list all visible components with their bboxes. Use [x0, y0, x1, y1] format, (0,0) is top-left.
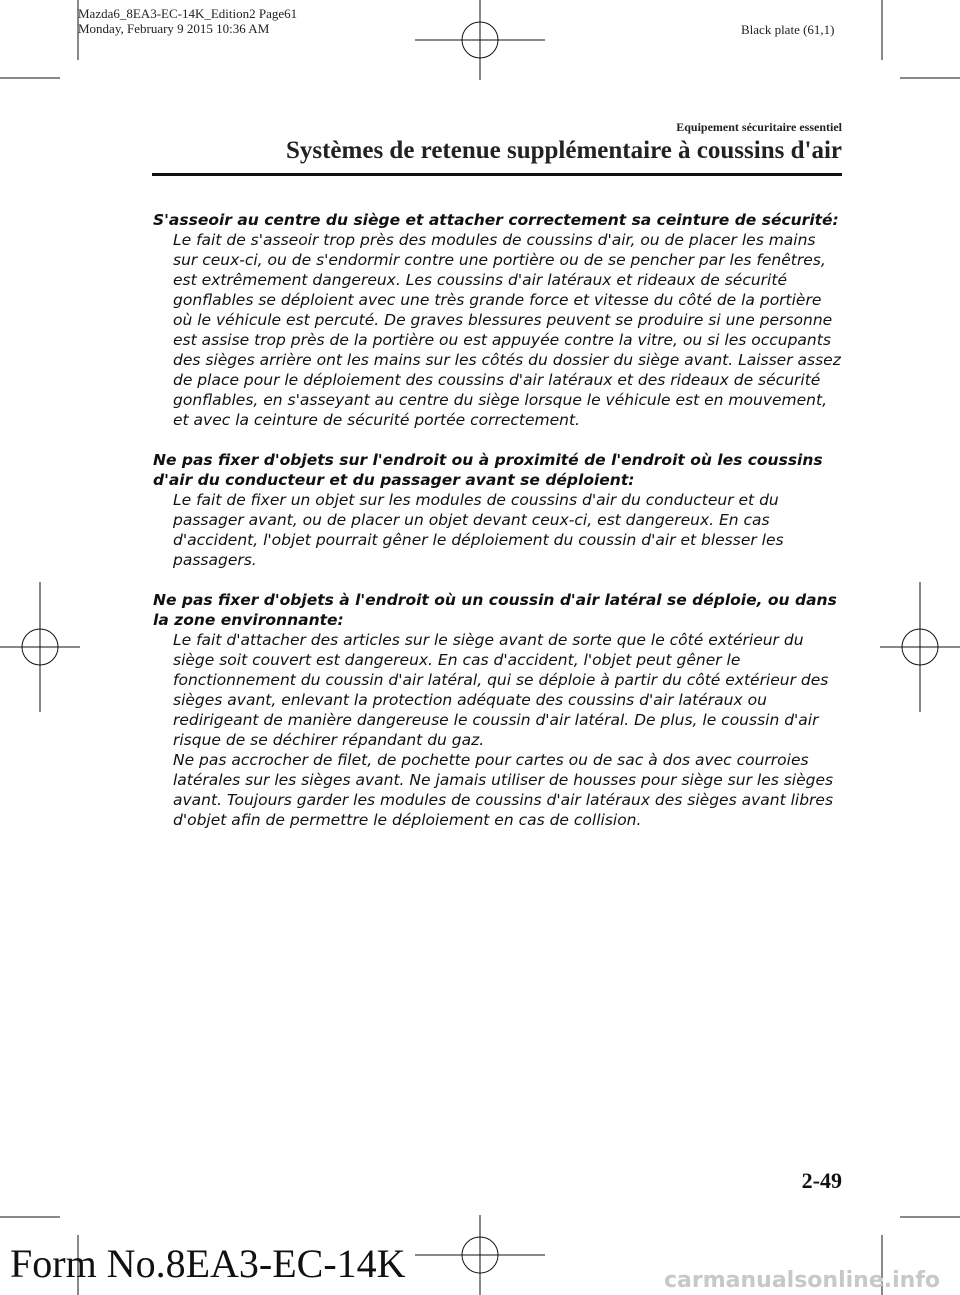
print-file-info: Mazda6_8EA3-EC-14K_Edition2 Page61	[78, 6, 298, 21]
warning-content	[153, 210, 843, 850]
watermark: carmanualsonline.info	[664, 1268, 940, 1293]
warning-paragraph: Ne pas accrocher de filet, de pochette pour cartes ou de sac à dos avec courroies latérales sur les sièges avant. Ne jamais utiliser de housses pour siège sur les sièges avant. Toujours garder les modules de coussins d'air latéraux des sièges avant libres d'objet afin de permettre le déploiement en cas de collision.	[173, 751, 834, 829]
title-divider	[152, 173, 842, 176]
warning-heading: Ne pas fixer d'objets à l'endroit où un coussin d'air latéral se déploie, ou dans la zone environnante:	[153, 591, 837, 629]
section-label: Equipement sécuritaire essentiel	[676, 120, 842, 134]
warning-item	[153, 210, 843, 430]
warning-heading: S'asseoir au centre du siège et attacher correctement sa ceinture de sécurité:	[153, 211, 839, 229]
warning-heading: Ne pas fixer d'objets sur l'endroit ou à proximité de l'endroit où les coussins d'air du conducteur et du passager avant se déploient:	[153, 451, 823, 489]
form-number: Form No.8EA3-EC-14K	[10, 1241, 406, 1286]
warning-item	[153, 590, 843, 830]
warning-paragraph: Le fait de fixer un objet sur les modules de coussins d'air du conducteur et du passager avant, ou de placer un objet devant ceux-ci, est dangereux. En cas d'accident, l'objet pourrait gêner le déploiement du coussin d'air et blesser les passagers.	[173, 491, 784, 569]
print-date-info: Monday, February 9 2015 10:36 AM	[78, 21, 270, 36]
warning-item	[153, 450, 843, 570]
page-number: 2-49	[801, 1168, 842, 1193]
plate-label: Black plate (61,1)	[741, 22, 835, 37]
page-title: Systèmes de retenue supplémentaire à coussins d'air	[285, 137, 842, 164]
warning-paragraph: Le fait de s'asseoir trop près des modules de coussins d'air, ou de placer les mains sur ceux-ci, ou de s'endormir contre une portière ou de se pencher par les fenêtres, est extrêmement dangereux. Les coussins d'air latéraux et rideaux de sécurité gonflables se déploient avec une très grande force et vitesse du côté de la portière où le véhicule est percuté. De graves blessures peuvent se produire si une personne est assise trop près de la portière ou est appuyée contre la vitre, ou si les occupants des sièges arrière ont les mains sur les côtés du dossier du siège avant. Laisser assez de place pour le déploiement des coussins d'air latéraux et des rideaux de sécurité gonflables, en s'asseyant au centre du siège lorsque le véhicule est en mouvement, et avec la ceinture de sécurité portée correctement.	[173, 231, 841, 429]
warning-paragraph: Le fait d'attacher des articles sur le siège avant de sorte que le côté extérieur du siège soit couvert est dangereux. En cas d'accident, l'objet peut gêner le fonctionnement du coussin d'air latéral, qui se déploie à partir du côté extérieur des sièges avant, enlevant la protection adéquate des coussins d'air latéraux ou redirigeant de manière dangereuse le coussin d'air latéral. De plus, le coussin d'air risque de se déchirer répandant du gaz.	[173, 631, 829, 749]
